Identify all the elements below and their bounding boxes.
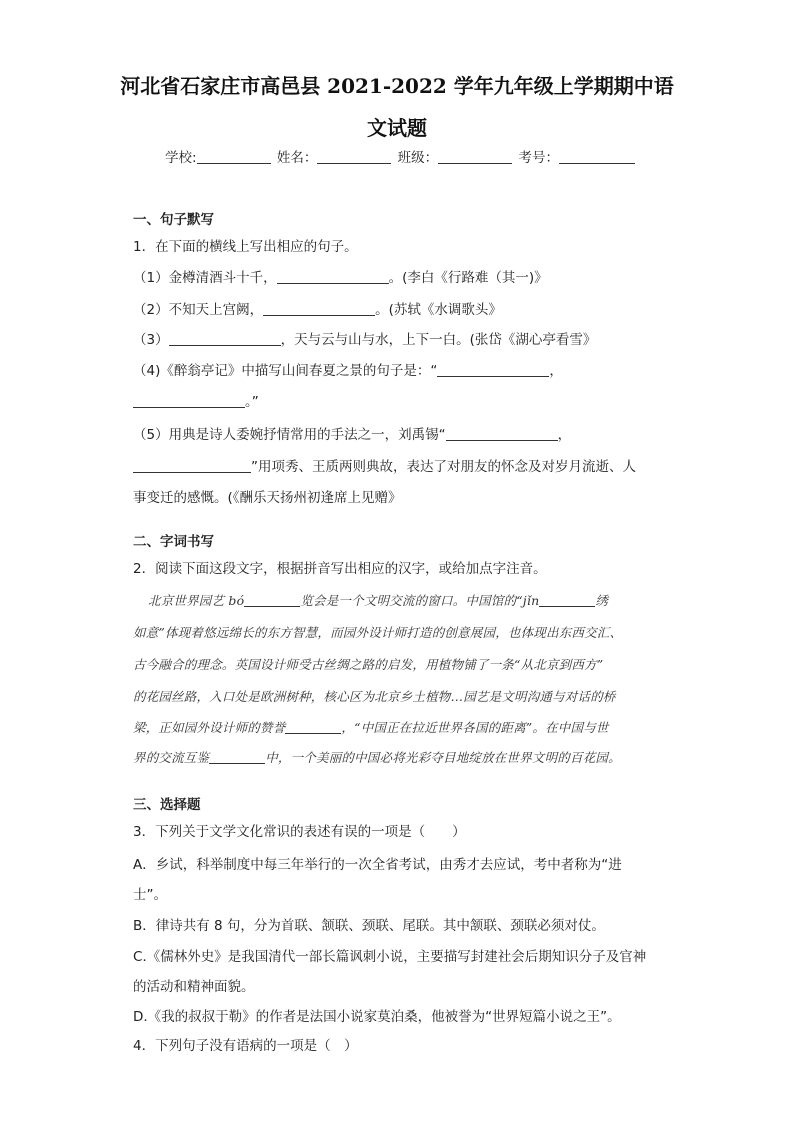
passage-text-1c: 绣 [595,593,609,608]
q1-item-1-text-a: （1）金樽清酒斗十千， [133,270,277,286]
q1-item-1-blank[interactable] [277,269,389,284]
q1-item-4-text-b: ， [549,363,563,379]
passage-line-5 [133,718,609,736]
q1-item-1 [133,266,548,286]
passage-line-3: 古今融合的理念。英国设计师受古丝绸之路的启发，用植物铺了一条“从北京到西方” [133,657,604,672]
q1-item-1-text-b: 。(李白《行路难（其一)》 [388,270,548,286]
q1-item-3 [133,328,596,348]
passage-line-1 [148,591,608,609]
q1-item-4-blank-1[interactable] [437,362,549,377]
passage-line-2: 如意”体现着悠远绵长的东方智慧，而园外设计师打造的创意展园，也体现出东西交汇、 [133,625,623,640]
pinyin-blank-jin[interactable] [539,592,595,607]
q1-item-2-text-b: 。(苏轼《水调歌头》 [375,302,502,318]
q1-item-2-text-a: （2）不知天上宫阙， [133,302,264,318]
q1-item-3-text-b: ，天与云与山与水，上下一白。(张岱《湖心亭看雪》 [280,332,597,348]
student-info-row [165,146,637,166]
class-blank[interactable] [438,149,512,164]
question-3-stem: 3．下列关于文学文化常识的表述有误的一项是（ ） [133,824,466,840]
passage-line-4: 的花园丝路，入口处是欧洲树种，核心区为北京乡土植物…园艺是文明沟通与对话的桥 [133,689,616,704]
passage-text-1a: 北京世界园艺 bó [148,593,245,608]
exam-title-line-2: 文试题 [367,116,427,140]
school-label: 学校: [165,150,197,166]
q3-option-c-cont: 的活动和精神面貌。 [133,979,255,995]
exam-title-line-1: 河北省石家庄市高邑县 2021-2022 学年九年级上学期期中语 [120,74,674,98]
q1-item-4-text-a: （4)《醉翁亭记》中描写山间春夏之景的句子是：“ [133,363,438,379]
passage-text-5b: ，“中国正在拉近世界各国的距离”。在中国与世 [341,720,609,735]
annotate-blank-2[interactable] [209,749,265,764]
q1-item-5 [133,423,571,443]
q1-item-4-blank-2[interactable] [133,393,245,408]
passage-text-1b: 览会是一个文明交流的窗口。中国馆的“jǐn [300,593,540,608]
name-blank[interactable] [317,149,391,164]
q1-item-3-blank[interactable] [169,331,281,346]
number-label: 考号： [518,150,559,166]
q1-item-5-text-c: ”用项秀、王质两则典故，表达了对朋友的怀念及对岁月流逝、人 [251,459,636,475]
passage-text-6a: 界的交流互鉴 [133,750,210,765]
school-blank[interactable] [197,149,271,164]
q1-item-3-text-a: （3） [133,332,169,348]
q1-item-4-text-c: 。” [245,394,259,410]
q1-item-2-blank[interactable] [263,301,375,316]
q1-item-5-blank-2[interactable] [133,458,251,473]
q1-item-4-cont [133,390,259,410]
annotate-blank-1[interactable] [285,719,341,734]
q3-option-a[interactable]: A．乡试，科举制度中每三年举行的一次全省考试，由秀才去应试，考中者称为“进 [133,857,622,873]
q3-option-d[interactable]: D.《我的叔叔于勒》的作者是法国小说家莫泊桑，他被誉为“世界短篇小说之王”。 [133,1009,621,1025]
q1-item-5-text-b: ， [557,427,572,443]
section-2-heading: 二、字词书写 [133,534,214,550]
name-label: 姓名： [276,150,318,166]
passage-text-6b: 中，一个美丽的中国必将光彩夺目地绽放在世界文明的百花园。 [265,750,621,765]
question-4-stem: 4．下列句子没有语病的一项是（ ） [133,1038,358,1054]
passage-line-6 [133,748,621,766]
q1-item-5-cont [133,455,636,475]
q3-option-b[interactable]: B．律诗共有 8 句，分为首联、颔联、颈联、尾联。其中颔联、颈联必须对仗。 [133,918,605,934]
question-2-stem: 2．阅读下面这段文字，根据拼音写出相应的汉字，或给加点字注音。 [133,561,547,577]
section-1-heading: 一、句子默写 [133,212,214,228]
question-1-stem: 1．在下面的横线上写出相应的句子。 [133,239,358,255]
q1-item-5-blank-1[interactable] [446,426,558,441]
q1-item-5-end: 事变迁的感慨。(《酬乐天扬州初逢席上见赠》 [133,490,402,506]
q3-option-a-cont: 士”。 [133,887,167,903]
section-3-heading: 三、选择题 [133,797,201,813]
q3-option-c[interactable]: C.《儒林外史》是我国清代一部长篇讽刺小说，主要描写封建社会后期知识分子及官神 [133,949,647,965]
pinyin-blank-bo[interactable] [244,592,300,607]
number-blank[interactable] [559,149,635,164]
q1-item-4 [133,359,563,379]
q1-item-5-text-a: （5）用典是诗人委婉抒情常用的手法之一，刘禹锡“ [133,427,446,443]
class-label: 班级： [397,150,439,166]
passage-text-5a: 梁，正如园外设计师的赞誉 [133,720,286,735]
q1-item-2 [133,298,502,318]
